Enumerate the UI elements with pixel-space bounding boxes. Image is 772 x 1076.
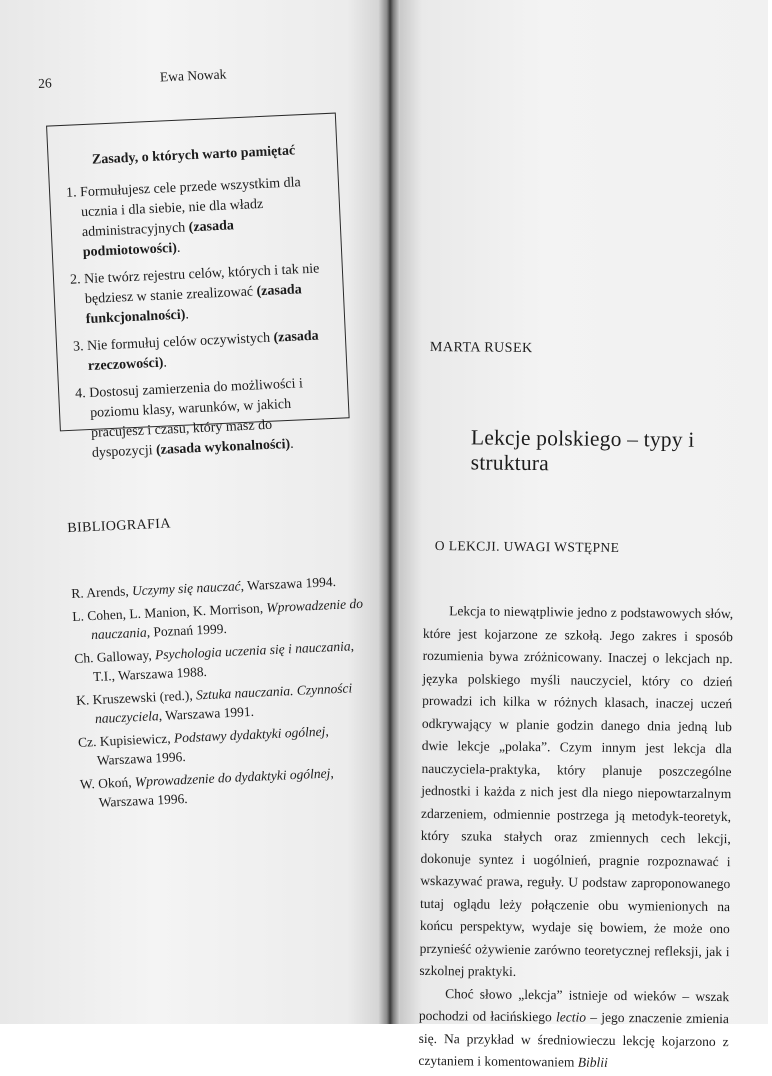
rule-text: Dostosuj zamierzenia do możliwości i poziomu klasy, warunków, w jakich pracujesz i czasu, który masz do dyspozycji (zasada wykonalności). bbox=[88, 376, 304, 461]
rules-box bbox=[46, 113, 350, 461]
rule-number: 2. bbox=[69, 272, 81, 288]
bibliography-entry: Cz. Kupisiewicz, Podstawy dydaktyki ogólnej, Warszawa 1996. bbox=[77, 722, 329, 769]
right-page bbox=[392, 0, 768, 1070]
rule-principle: (zasada funkcjonalności) bbox=[85, 282, 303, 328]
rule-text: Nie formułuj celów oczywistych (zasada rzeczowości). bbox=[86, 328, 319, 375]
bibliography-title: Sztuka nauczania. Czynności nauczyciela bbox=[94, 679, 353, 727]
rule-item bbox=[75, 373, 336, 465]
bibliography-title: Wprowadzenie do nauczania bbox=[90, 595, 364, 643]
book-gutter bbox=[378, 0, 400, 1024]
bibliography-entry: R. Arends, Uczymy się nauczać, Warszawa 1994. bbox=[70, 574, 337, 602]
bibliography-heading: BIBLIOGRAFIA bbox=[67, 516, 172, 537]
bibliography-entry: W. Okoń, Wprowadzenie do dydaktyki ogólnej, Warszawa 1996. bbox=[79, 764, 335, 810]
bibliography-entry: L. Cohen, L. Manion, K. Morrison, Wprowadzenie do nauczania, Poznań 1999. bbox=[71, 595, 364, 643]
rule-text: Formułujesz cele przede wszystkim dla ucznia i dla siebie, nie dla władz administracyjnych (zasada podmiotowości). bbox=[79, 175, 302, 261]
article-body bbox=[418, 600, 733, 1076]
bibliography-title: Uczymy się nauczać bbox=[131, 578, 241, 599]
rule-number: 3. bbox=[72, 339, 84, 355]
right-page-content bbox=[385, 0, 772, 1070]
rule-number: 1. bbox=[65, 185, 77, 201]
bibliography-entry: Ch. Galloway, Psychologia uczenia się i nauczania, T.I., Warszawa 1988. bbox=[73, 637, 355, 685]
page-number: 26 bbox=[37, 75, 52, 91]
left-page bbox=[0, 0, 386, 1024]
body-paragraph: Choć słowo „lekcja” istnieje od wieków – wszak pochodzi od łacińskiego lectio – jego znaczenie zmienia się. Na przykład w średniowieczu lekcję kojarzono z czytaniem i komentowaniem Biblii bbox=[418, 985, 730, 1070]
section-heading: O LEKCJI. UWAGI WSTĘPNE bbox=[434, 538, 620, 555]
rule-text: Nie twórz rejestru celów, których i tak nie będziesz w stanie zrealizować (zasada funkcjonalności). bbox=[83, 261, 320, 328]
bibliography-title: Podstawy dydaktyki ogólnej bbox=[173, 723, 326, 746]
bibliography-list bbox=[71, 570, 381, 816]
rule-item bbox=[73, 326, 333, 378]
body-paragraph: Lekcja to niewątpliwie jedno z podstawowych słów, które jest kojarzone ze szkołą. Jego zakres i sposób rozumienia bywa zróżnicowany. Inaczej o lekcjach np. języka polskiego myśli nauczyciel, który co dzień prowadzi ich kilka w różnych klasach, inaczej uczeń odkrywający w planie godzin danego dnia jedną lub dwie lekcje „polaka”. Czym innym jest lekcja dla nauczyciela-praktyka, który planuje poszczególne jednostki i każda z nich jest dla niego niepowtarzalnym zdarzeniem, odmiennie postrzega ją metodyk-teoretyk, który szuka stałych oraz zmiennych cech lekcji, dokonuje syntez i uogólnień, pragnie rozpoznawać i wskazywać prawa, reguły. U podstaw zaproponowanego tutaj oglądu leży połączenie obu wymienionych na końcu perspektyw, wydaje się bowiem, że może ono przynieść ożywienie zarówno teoretycznej refleksji, jak i szkolnej praktyki. bbox=[419, 603, 734, 979]
rule-principle: (zasada podmiotowości) bbox=[82, 218, 235, 261]
rule-principle: (zasada rzeczowości) bbox=[87, 328, 319, 375]
bibliography-title: Psychologia uczenia się i nauczania bbox=[154, 637, 351, 662]
rule-item bbox=[66, 172, 327, 264]
bibliography-entry: K. Kruszewski (red.), Sztuka nauczania. Czynności nauczyciela, Warszawa 1991. bbox=[75, 679, 353, 727]
rules-box-title: Zasady, o których warto pamiętać bbox=[91, 143, 296, 168]
running-head: Ewa Nowak bbox=[159, 66, 227, 85]
article-author: MARTA RUSEK bbox=[429, 339, 533, 357]
rule-principle: (zasada wykonalności) bbox=[155, 436, 291, 459]
rule-number: 4. bbox=[74, 386, 87, 402]
bibliography-title: Wprowadzenie do dydaktyki ogólnej bbox=[134, 764, 331, 789]
rule-item bbox=[70, 259, 330, 331]
article-title: Lekcje polskiego – typy i struktura bbox=[470, 425, 695, 476]
